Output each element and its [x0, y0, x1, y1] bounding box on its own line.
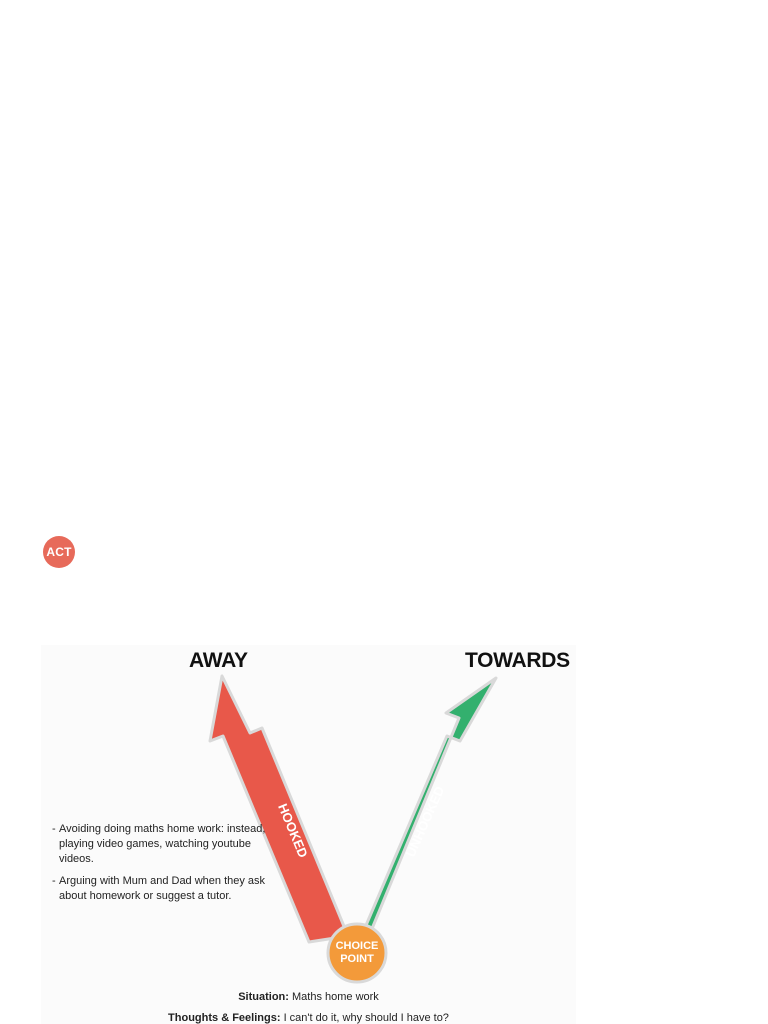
away-behaviours-list	[52, 822, 267, 911]
thoughts-feelings-label: Thoughts & Feelings:	[168, 1012, 281, 1024]
away-behaviour-item	[52, 822, 267, 867]
choice-point-node	[328, 924, 386, 982]
choice-point-label-line1: CHOICE	[335, 940, 379, 952]
thoughts-feelings-caption	[41, 1011, 576, 1024]
unhooked-arrow-label: UNHOOKED	[402, 783, 448, 860]
situation-label: Situation:	[238, 991, 289, 1003]
list-dash: -	[52, 823, 56, 835]
away-behaviour-item	[52, 874, 267, 904]
situation-value: Maths home work	[291, 991, 379, 1003]
thoughts-feelings-value: I can't do it, why should I have to?	[283, 1012, 449, 1024]
act-logo-badge: ACT	[43, 536, 75, 568]
away-heading: AWAY	[189, 649, 248, 672]
choice-point-label-line2: POINT	[340, 953, 374, 965]
hooked-arrow-label: HOOKED	[275, 801, 311, 860]
away-behaviour-text: Arguing with Mum and Dad when they ask about homework or suggest a tutor.	[59, 875, 266, 902]
list-dash: -	[52, 875, 56, 887]
towards-arrow	[358, 678, 496, 944]
situation-caption	[41, 990, 576, 1004]
towards-heading: TOWARDS	[465, 649, 570, 672]
away-behaviour-text: Avoiding doing maths home work: instead, playing video games, watching youtube videos.	[59, 823, 266, 865]
